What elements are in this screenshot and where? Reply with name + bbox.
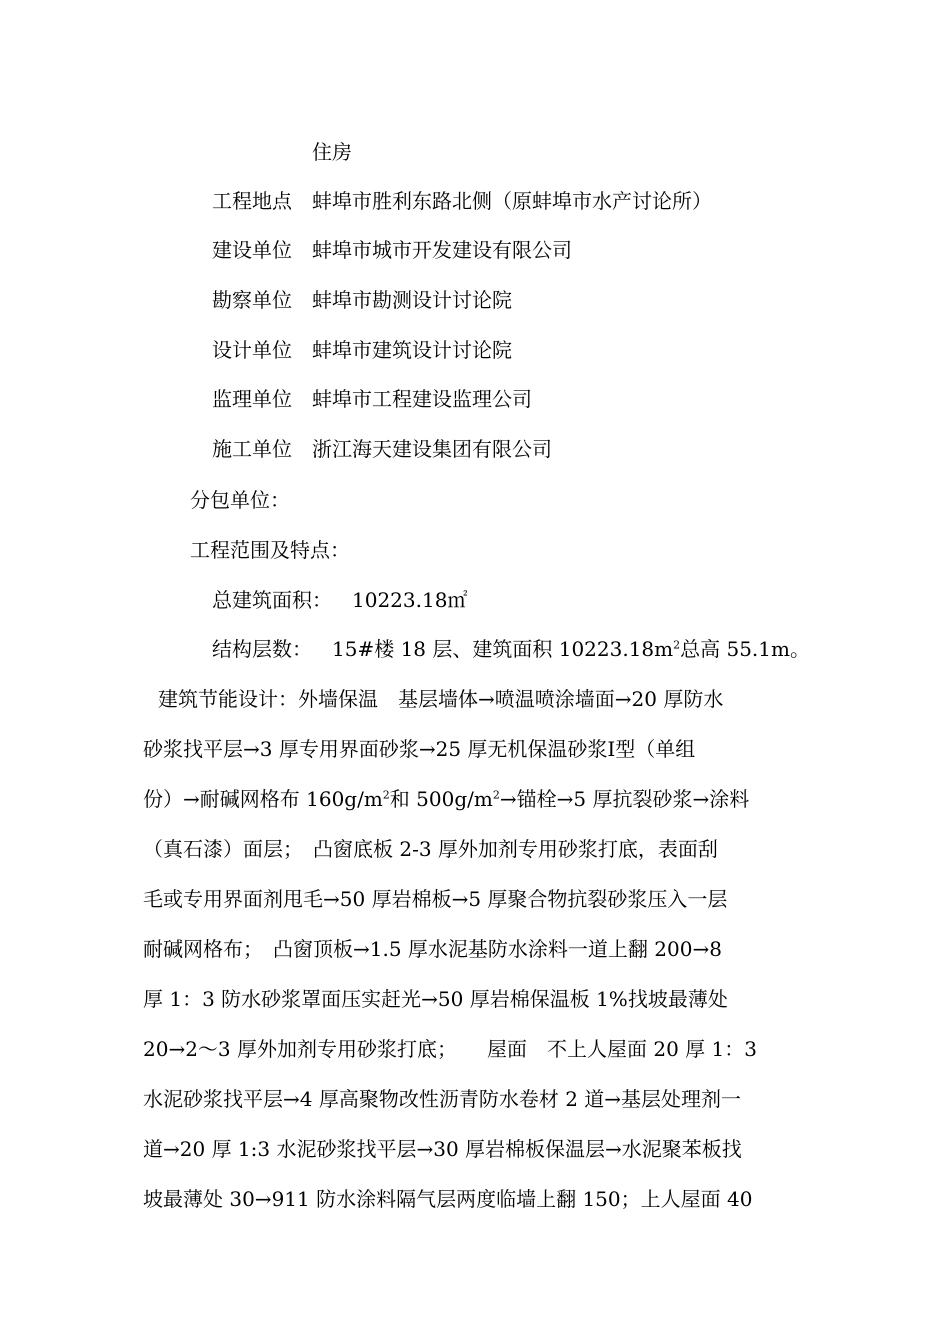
- para-line-1: [158, 684, 723, 714]
- para-text: 20→2～3 厚外加剂专用砂浆打底； 屋面 不上人屋面 20 厚 1：3: [143, 1037, 757, 1061]
- info-label: 建设单位: [212, 238, 292, 262]
- para-text: 份）→耐碱网格布 160g/m: [143, 787, 383, 811]
- total-area-line: [212, 585, 467, 615]
- para-line-4: [143, 834, 718, 864]
- subcontractor-label: 分包单位：: [190, 488, 290, 512]
- total-area-label: 总建筑面积：: [212, 588, 332, 612]
- para-line-8: [143, 1034, 757, 1064]
- info-label: 工程地点: [212, 189, 292, 213]
- para-text: 水泥砂浆找平层→4 厚高聚物改性沥青防水卷材 2 道→基层处理剂一: [143, 1087, 742, 1111]
- info-label: 勘察单位: [212, 288, 292, 312]
- para-line-9: [143, 1084, 741, 1114]
- info-value: 蚌埠市胜利东路北侧（原蚌埠市水产讨论所）: [312, 189, 712, 213]
- heading-tail: [312, 137, 352, 167]
- para-line-11: [143, 1184, 752, 1214]
- info-value: 蚌埠市建筑设计讨论院: [312, 338, 512, 362]
- info-value: 蚌埠市城市开发建设有限公司: [312, 238, 572, 262]
- scope-label: 工程范围及特点：: [190, 538, 350, 562]
- info-value: 蚌埠市工程建设监理公司: [312, 387, 532, 411]
- info-row-construction: [212, 434, 552, 464]
- total-area-value: 10223.18㎡: [352, 588, 468, 612]
- info-row-design: [212, 335, 512, 365]
- heading-tail-text: 住房: [312, 140, 352, 164]
- para-line-6: [143, 934, 722, 964]
- structure-label: 结构层数：: [212, 637, 312, 661]
- info-row-supervision: [212, 384, 532, 414]
- info-value: 浙江海天建设集团有限公司: [312, 437, 552, 461]
- superscript-2: 2: [673, 638, 681, 652]
- scope-line: [190, 535, 350, 565]
- structure-value-b: 总高 55.1m。: [680, 637, 810, 661]
- para-text: 建筑节能设计：外墙保温 基层墙体→喷温喷涂墙面→20 厚防水: [158, 687, 724, 711]
- para-text: 道→20 厚 1:3 水泥砂浆找平层→30 厚岩棉板保温层→水泥聚苯板找: [143, 1137, 742, 1161]
- para-text: 毛或专用界面剂甩毛→50 厚岩棉板→5 厚聚合物抗裂砂浆压入一层: [143, 887, 728, 911]
- para-line-5: [143, 884, 727, 914]
- para-line-10: [143, 1134, 742, 1164]
- structure-line: [212, 634, 810, 664]
- superscript-2: 2: [382, 788, 390, 802]
- info-row-location: [212, 186, 712, 216]
- info-label: 监理单位: [212, 387, 292, 411]
- superscript-2: 2: [492, 788, 500, 802]
- para-text: 砂浆找平层→3 厚专用界面砂浆→25 厚无机保温砂浆Ⅰ型（单组: [143, 737, 696, 761]
- subcontractor-line: [190, 485, 290, 515]
- para-line-3: [143, 784, 749, 814]
- para-text: （真石漆）面层； 凸窗底板 2-3 厚外加剂专用砂浆打底，表面刮: [143, 837, 718, 861]
- para-text: 耐碱网格布； 凸窗顶板→1.5 厚水泥基防水涂料一道上翻 200→8: [143, 937, 722, 961]
- para-text: 坡最薄处 30→911 防水涂料隔气层两度临墙上翻 150；上人屋面 40: [143, 1187, 753, 1211]
- info-row-survey: [212, 285, 512, 315]
- para-line-7: [143, 984, 728, 1014]
- para-text: 和 500g/m: [389, 787, 493, 811]
- info-row-developer: [212, 235, 572, 265]
- para-line-2: [143, 734, 695, 764]
- structure-value-a: 15#楼 18 层、建筑面积 10223.18m: [332, 637, 674, 661]
- info-value: 蚌埠市勘测设计讨论院: [312, 288, 512, 312]
- para-text: →锚栓→5 厚抗裂砂浆→涂料: [499, 787, 750, 811]
- info-label: 施工单位: [212, 437, 292, 461]
- info-label: 设计单位: [212, 338, 292, 362]
- para-text: 厚 1：3 防水砂浆罩面压实赶光→50 厚岩棉保温板 1%找坡最薄处: [143, 987, 728, 1011]
